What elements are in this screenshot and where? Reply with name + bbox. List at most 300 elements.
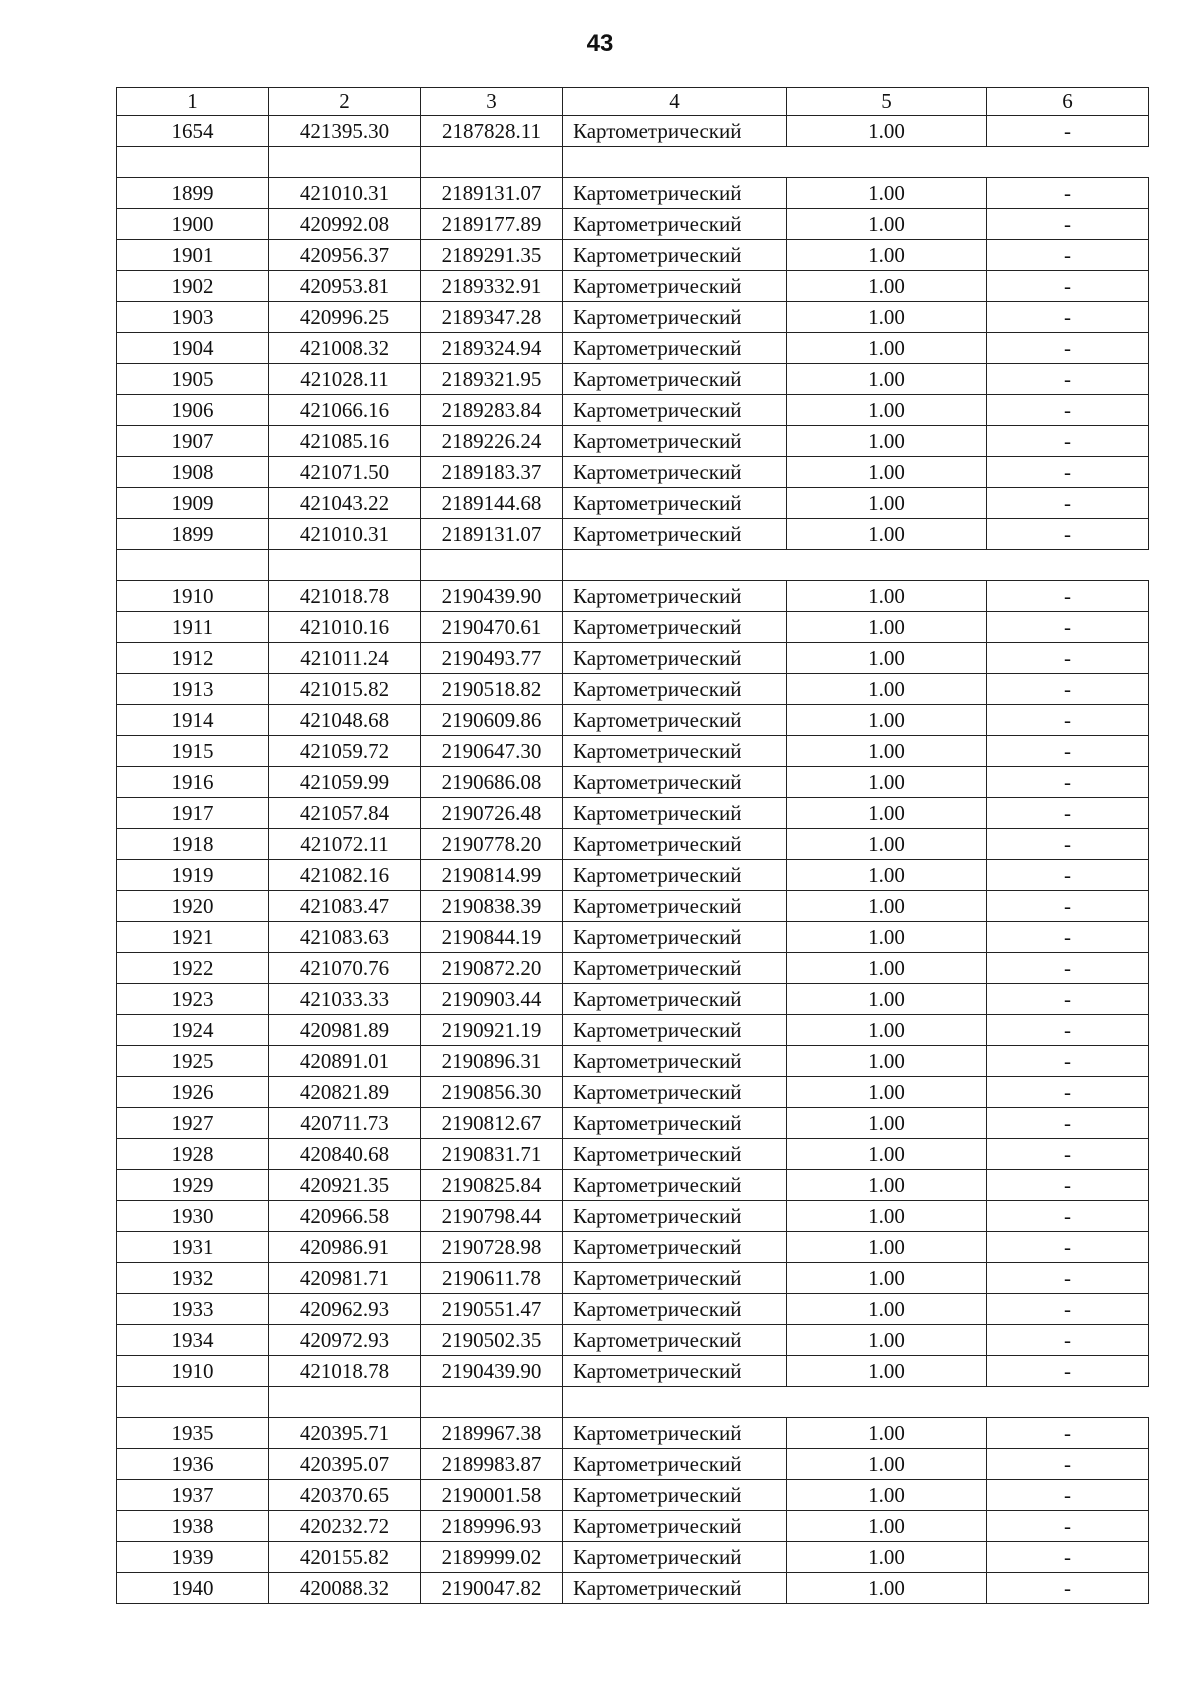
point-number-cell: 1938 bbox=[117, 1511, 269, 1542]
point-number-cell: 1911 bbox=[117, 612, 269, 643]
note-cell: - bbox=[987, 1201, 1149, 1232]
method-cell: Картометрический bbox=[563, 1325, 787, 1356]
y-coordinate-cell: 2187828.11 bbox=[421, 116, 563, 147]
point-number-cell: 1920 bbox=[117, 891, 269, 922]
accuracy-cell: 1.00 bbox=[787, 860, 987, 891]
note-cell: - bbox=[987, 426, 1149, 457]
x-coordinate-cell: 420962.93 bbox=[269, 1294, 421, 1325]
table-row bbox=[117, 1201, 1149, 1232]
point-number-cell: 1919 bbox=[117, 860, 269, 891]
point-number-cell: 1925 bbox=[117, 1046, 269, 1077]
y-coordinate-cell: 2190686.08 bbox=[421, 767, 563, 798]
y-coordinate-cell: 2190921.19 bbox=[421, 1015, 563, 1046]
note-cell: - bbox=[987, 209, 1149, 240]
x-coordinate-cell: 421011.24 bbox=[269, 643, 421, 674]
point-number-cell: 1910 bbox=[117, 581, 269, 612]
point-number-cell: 1905 bbox=[117, 364, 269, 395]
note-cell: - bbox=[987, 1418, 1149, 1449]
x-coordinate-cell: 421018.78 bbox=[269, 581, 421, 612]
accuracy-cell: 1.00 bbox=[787, 674, 987, 705]
x-coordinate-cell: 421015.82 bbox=[269, 674, 421, 705]
y-coordinate-cell: 2189999.02 bbox=[421, 1542, 563, 1573]
accuracy-cell: 1.00 bbox=[787, 1511, 987, 1542]
x-coordinate-cell: 420891.01 bbox=[269, 1046, 421, 1077]
note-cell: - bbox=[987, 178, 1149, 209]
method-cell: Картометрический bbox=[563, 643, 787, 674]
x-coordinate-cell: 421072.11 bbox=[269, 829, 421, 860]
method-cell: Картометрический bbox=[563, 1046, 787, 1077]
y-coordinate-cell: 2190814.99 bbox=[421, 860, 563, 891]
table-row bbox=[117, 1542, 1149, 1573]
point-number-cell: 1940 bbox=[117, 1573, 269, 1604]
accuracy-cell: 1.00 bbox=[787, 1015, 987, 1046]
note-cell: - bbox=[987, 1511, 1149, 1542]
y-coordinate-cell: 2190778.20 bbox=[421, 829, 563, 860]
separator-cell bbox=[117, 147, 269, 178]
accuracy-cell: 1.00 bbox=[787, 333, 987, 364]
y-coordinate-cell: 2190609.86 bbox=[421, 705, 563, 736]
method-cell: Картометрический bbox=[563, 209, 787, 240]
y-coordinate-cell: 2190470.61 bbox=[421, 612, 563, 643]
note-cell: - bbox=[987, 519, 1149, 550]
y-coordinate-cell: 2189332.91 bbox=[421, 271, 563, 302]
point-number-cell: 1930 bbox=[117, 1201, 269, 1232]
table-row bbox=[117, 1511, 1149, 1542]
note-cell: - bbox=[987, 612, 1149, 643]
accuracy-cell: 1.00 bbox=[787, 1418, 987, 1449]
point-number-cell: 1902 bbox=[117, 271, 269, 302]
table-row bbox=[117, 860, 1149, 891]
method-cell: Картометрический bbox=[563, 736, 787, 767]
x-coordinate-cell: 420395.71 bbox=[269, 1418, 421, 1449]
y-coordinate-cell: 2190812.67 bbox=[421, 1108, 563, 1139]
header-cell: 5 bbox=[787, 88, 987, 116]
method-cell: Картометрический bbox=[563, 1356, 787, 1387]
table-row bbox=[117, 1170, 1149, 1201]
y-coordinate-cell: 2190001.58 bbox=[421, 1480, 563, 1511]
accuracy-cell: 1.00 bbox=[787, 1108, 987, 1139]
x-coordinate-cell: 420711.73 bbox=[269, 1108, 421, 1139]
note-cell: - bbox=[987, 1480, 1149, 1511]
method-cell: Картометрический bbox=[563, 1511, 787, 1542]
x-coordinate-cell: 420088.32 bbox=[269, 1573, 421, 1604]
point-number-cell: 1927 bbox=[117, 1108, 269, 1139]
table-row bbox=[117, 612, 1149, 643]
page-number: 43 bbox=[586, 30, 614, 57]
point-number-cell: 1654 bbox=[117, 116, 269, 147]
method-cell: Картометрический bbox=[563, 1573, 787, 1604]
accuracy-cell: 1.00 bbox=[787, 829, 987, 860]
method-cell: Картометрический bbox=[563, 891, 787, 922]
point-number-cell: 1936 bbox=[117, 1449, 269, 1480]
method-cell: Картометрический bbox=[563, 860, 787, 891]
point-number-cell: 1899 bbox=[117, 178, 269, 209]
point-number-cell: 1934 bbox=[117, 1325, 269, 1356]
table-row bbox=[117, 1263, 1149, 1294]
accuracy-cell: 1.00 bbox=[787, 1201, 987, 1232]
x-coordinate-cell: 420232.72 bbox=[269, 1511, 421, 1542]
coordinates-table bbox=[116, 87, 1149, 1604]
x-coordinate-cell: 420821.89 bbox=[269, 1077, 421, 1108]
x-coordinate-cell: 421057.84 bbox=[269, 798, 421, 829]
accuracy-cell: 1.00 bbox=[787, 953, 987, 984]
table-row bbox=[117, 1046, 1149, 1077]
point-number-cell: 1916 bbox=[117, 767, 269, 798]
x-coordinate-cell: 421083.47 bbox=[269, 891, 421, 922]
separator-cell bbox=[269, 1387, 421, 1418]
y-coordinate-cell: 2190896.31 bbox=[421, 1046, 563, 1077]
method-cell: Картометрический bbox=[563, 457, 787, 488]
x-coordinate-cell: 420981.71 bbox=[269, 1263, 421, 1294]
accuracy-cell: 1.00 bbox=[787, 1480, 987, 1511]
table-row bbox=[117, 1480, 1149, 1511]
table-row bbox=[117, 674, 1149, 705]
point-number-cell: 1922 bbox=[117, 953, 269, 984]
y-coordinate-cell: 2189283.84 bbox=[421, 395, 563, 426]
section-separator-row bbox=[117, 1387, 1149, 1418]
method-cell: Картометрический bbox=[563, 240, 787, 271]
y-coordinate-cell: 2189967.38 bbox=[421, 1418, 563, 1449]
point-number-cell: 1926 bbox=[117, 1077, 269, 1108]
y-coordinate-cell: 2190838.39 bbox=[421, 891, 563, 922]
point-number-cell: 1933 bbox=[117, 1294, 269, 1325]
y-coordinate-cell: 2190831.71 bbox=[421, 1139, 563, 1170]
table-row bbox=[117, 705, 1149, 736]
y-coordinate-cell: 2190726.48 bbox=[421, 798, 563, 829]
point-number-cell: 1900 bbox=[117, 209, 269, 240]
point-number-cell: 1904 bbox=[117, 333, 269, 364]
y-coordinate-cell: 2189983.87 bbox=[421, 1449, 563, 1480]
y-coordinate-cell: 2189183.37 bbox=[421, 457, 563, 488]
accuracy-cell: 1.00 bbox=[787, 302, 987, 333]
table-row bbox=[117, 364, 1149, 395]
table-row bbox=[117, 1325, 1149, 1356]
point-number-cell: 1921 bbox=[117, 922, 269, 953]
point-number-cell: 1903 bbox=[117, 302, 269, 333]
note-cell: - bbox=[987, 643, 1149, 674]
y-coordinate-cell: 2190844.19 bbox=[421, 922, 563, 953]
note-cell: - bbox=[987, 1573, 1149, 1604]
note-cell: - bbox=[987, 798, 1149, 829]
x-coordinate-cell: 421070.76 bbox=[269, 953, 421, 984]
x-coordinate-cell: 420992.08 bbox=[269, 209, 421, 240]
method-cell: Картометрический bbox=[563, 395, 787, 426]
section-separator-row bbox=[117, 147, 1149, 178]
accuracy-cell: 1.00 bbox=[787, 240, 987, 271]
accuracy-cell: 1.00 bbox=[787, 116, 987, 147]
note-cell: - bbox=[987, 1263, 1149, 1294]
method-cell: Картометрический bbox=[563, 674, 787, 705]
method-cell: Картометрический bbox=[563, 922, 787, 953]
table-row bbox=[117, 1077, 1149, 1108]
table-row bbox=[117, 426, 1149, 457]
accuracy-cell: 1.00 bbox=[787, 1573, 987, 1604]
y-coordinate-cell: 2190551.47 bbox=[421, 1294, 563, 1325]
table-row bbox=[117, 1294, 1149, 1325]
table-row bbox=[117, 116, 1149, 147]
table-row bbox=[117, 798, 1149, 829]
method-cell: Картометрический bbox=[563, 271, 787, 302]
note-cell: - bbox=[987, 829, 1149, 860]
accuracy-cell: 1.00 bbox=[787, 1077, 987, 1108]
point-number-cell: 1918 bbox=[117, 829, 269, 860]
note-cell: - bbox=[987, 860, 1149, 891]
separator-cell bbox=[269, 550, 421, 581]
separator-cell bbox=[421, 147, 563, 178]
header-cell: 6 bbox=[987, 88, 1149, 116]
x-coordinate-cell: 421043.22 bbox=[269, 488, 421, 519]
point-number-cell: 1928 bbox=[117, 1139, 269, 1170]
x-coordinate-cell: 421033.33 bbox=[269, 984, 421, 1015]
table-row bbox=[117, 302, 1149, 333]
y-coordinate-cell: 2189347.28 bbox=[421, 302, 563, 333]
table-row bbox=[117, 1418, 1149, 1449]
note-cell: - bbox=[987, 736, 1149, 767]
method-cell: Картометрический bbox=[563, 488, 787, 519]
x-coordinate-cell: 421071.50 bbox=[269, 457, 421, 488]
point-number-cell: 1909 bbox=[117, 488, 269, 519]
y-coordinate-cell: 2190728.98 bbox=[421, 1232, 563, 1263]
table-row bbox=[117, 767, 1149, 798]
accuracy-cell: 1.00 bbox=[787, 178, 987, 209]
note-cell: - bbox=[987, 1232, 1149, 1263]
y-coordinate-cell: 2189291.35 bbox=[421, 240, 563, 271]
x-coordinate-cell: 420986.91 bbox=[269, 1232, 421, 1263]
table-row bbox=[117, 984, 1149, 1015]
table-row bbox=[117, 1232, 1149, 1263]
separator-cell bbox=[563, 550, 1149, 581]
point-number-cell: 1917 bbox=[117, 798, 269, 829]
method-cell: Картометрический bbox=[563, 519, 787, 550]
x-coordinate-cell: 420395.07 bbox=[269, 1449, 421, 1480]
note-cell: - bbox=[987, 1325, 1149, 1356]
table-row bbox=[117, 1108, 1149, 1139]
accuracy-cell: 1.00 bbox=[787, 984, 987, 1015]
accuracy-cell: 1.00 bbox=[787, 395, 987, 426]
method-cell: Картометрический bbox=[563, 1542, 787, 1573]
method-cell: Картометрический bbox=[563, 116, 787, 147]
table-row bbox=[117, 1449, 1149, 1480]
table-row bbox=[117, 457, 1149, 488]
table-row bbox=[117, 1573, 1149, 1604]
separator-cell bbox=[421, 550, 563, 581]
x-coordinate-cell: 421085.16 bbox=[269, 426, 421, 457]
table-row bbox=[117, 953, 1149, 984]
accuracy-cell: 1.00 bbox=[787, 891, 987, 922]
x-coordinate-cell: 421083.63 bbox=[269, 922, 421, 953]
method-cell: Картометрический bbox=[563, 829, 787, 860]
method-cell: Картометрический bbox=[563, 953, 787, 984]
accuracy-cell: 1.00 bbox=[787, 1294, 987, 1325]
y-coordinate-cell: 2190502.35 bbox=[421, 1325, 563, 1356]
point-number-cell: 1914 bbox=[117, 705, 269, 736]
x-coordinate-cell: 421010.31 bbox=[269, 519, 421, 550]
note-cell: - bbox=[987, 1108, 1149, 1139]
note-cell: - bbox=[987, 705, 1149, 736]
point-number-cell: 1932 bbox=[117, 1263, 269, 1294]
y-coordinate-cell: 2190047.82 bbox=[421, 1573, 563, 1604]
method-cell: Картометрический bbox=[563, 767, 787, 798]
method-cell: Картометрический bbox=[563, 1170, 787, 1201]
y-coordinate-cell: 2189996.93 bbox=[421, 1511, 563, 1542]
point-number-cell: 1923 bbox=[117, 984, 269, 1015]
separator-cell bbox=[421, 1387, 563, 1418]
x-coordinate-cell: 421059.99 bbox=[269, 767, 421, 798]
accuracy-cell: 1.00 bbox=[787, 581, 987, 612]
method-cell: Картометрический bbox=[563, 1077, 787, 1108]
accuracy-cell: 1.00 bbox=[787, 1170, 987, 1201]
point-number-cell: 1910 bbox=[117, 1356, 269, 1387]
table-row bbox=[117, 736, 1149, 767]
point-number-cell: 1937 bbox=[117, 1480, 269, 1511]
table-row bbox=[117, 581, 1149, 612]
x-coordinate-cell: 421059.72 bbox=[269, 736, 421, 767]
x-coordinate-cell: 421395.30 bbox=[269, 116, 421, 147]
y-coordinate-cell: 2189321.95 bbox=[421, 364, 563, 395]
note-cell: - bbox=[987, 364, 1149, 395]
table-row bbox=[117, 333, 1149, 364]
x-coordinate-cell: 420956.37 bbox=[269, 240, 421, 271]
method-cell: Картометрический bbox=[563, 1418, 787, 1449]
y-coordinate-cell: 2190903.44 bbox=[421, 984, 563, 1015]
separator-cell bbox=[269, 147, 421, 178]
x-coordinate-cell: 420972.93 bbox=[269, 1325, 421, 1356]
method-cell: Картометрический bbox=[563, 1201, 787, 1232]
y-coordinate-cell: 2189144.68 bbox=[421, 488, 563, 519]
method-cell: Картометрический bbox=[563, 1480, 787, 1511]
y-coordinate-cell: 2190872.20 bbox=[421, 953, 563, 984]
accuracy-cell: 1.00 bbox=[787, 271, 987, 302]
method-cell: Картометрический bbox=[563, 1108, 787, 1139]
x-coordinate-cell: 420996.25 bbox=[269, 302, 421, 333]
x-coordinate-cell: 421066.16 bbox=[269, 395, 421, 426]
point-number-cell: 1935 bbox=[117, 1418, 269, 1449]
y-coordinate-cell: 2190439.90 bbox=[421, 1356, 563, 1387]
point-number-cell: 1939 bbox=[117, 1542, 269, 1573]
note-cell: - bbox=[987, 767, 1149, 798]
accuracy-cell: 1.00 bbox=[787, 1325, 987, 1356]
note-cell: - bbox=[987, 1356, 1149, 1387]
y-coordinate-cell: 2189226.24 bbox=[421, 426, 563, 457]
accuracy-cell: 1.00 bbox=[787, 922, 987, 953]
separator-cell bbox=[563, 1387, 1149, 1418]
note-cell: - bbox=[987, 302, 1149, 333]
y-coordinate-cell: 2189131.07 bbox=[421, 519, 563, 550]
table-row bbox=[117, 1139, 1149, 1170]
method-cell: Картометрический bbox=[563, 333, 787, 364]
accuracy-cell: 1.00 bbox=[787, 457, 987, 488]
note-cell: - bbox=[987, 488, 1149, 519]
accuracy-cell: 1.00 bbox=[787, 767, 987, 798]
accuracy-cell: 1.00 bbox=[787, 1046, 987, 1077]
method-cell: Картометрический bbox=[563, 581, 787, 612]
method-cell: Картометрический bbox=[563, 364, 787, 395]
y-coordinate-cell: 2189324.94 bbox=[421, 333, 563, 364]
method-cell: Картометрический bbox=[563, 426, 787, 457]
method-cell: Картометрический bbox=[563, 1263, 787, 1294]
x-coordinate-cell: 420370.65 bbox=[269, 1480, 421, 1511]
note-cell: - bbox=[987, 1077, 1149, 1108]
table-row bbox=[117, 1356, 1149, 1387]
accuracy-cell: 1.00 bbox=[787, 209, 987, 240]
note-cell: - bbox=[987, 984, 1149, 1015]
x-coordinate-cell: 420981.89 bbox=[269, 1015, 421, 1046]
note-cell: - bbox=[987, 1139, 1149, 1170]
accuracy-cell: 1.00 bbox=[787, 612, 987, 643]
header-cell: 2 bbox=[269, 88, 421, 116]
y-coordinate-cell: 2190647.30 bbox=[421, 736, 563, 767]
method-cell: Картометрический bbox=[563, 798, 787, 829]
table-row bbox=[117, 891, 1149, 922]
note-cell: - bbox=[987, 271, 1149, 302]
y-coordinate-cell: 2190798.44 bbox=[421, 1201, 563, 1232]
y-coordinate-cell: 2190856.30 bbox=[421, 1077, 563, 1108]
method-cell: Картометрический bbox=[563, 1449, 787, 1480]
y-coordinate-cell: 2190493.77 bbox=[421, 643, 563, 674]
x-coordinate-cell: 421048.68 bbox=[269, 705, 421, 736]
x-coordinate-cell: 420155.82 bbox=[269, 1542, 421, 1573]
separator-cell bbox=[117, 1387, 269, 1418]
table-row bbox=[117, 488, 1149, 519]
x-coordinate-cell: 421028.11 bbox=[269, 364, 421, 395]
note-cell: - bbox=[987, 581, 1149, 612]
accuracy-cell: 1.00 bbox=[787, 736, 987, 767]
x-coordinate-cell: 420921.35 bbox=[269, 1170, 421, 1201]
table-row bbox=[117, 178, 1149, 209]
table-header-row bbox=[117, 88, 1149, 116]
table-row bbox=[117, 395, 1149, 426]
x-coordinate-cell: 421008.32 bbox=[269, 333, 421, 364]
accuracy-cell: 1.00 bbox=[787, 643, 987, 674]
point-number-cell: 1931 bbox=[117, 1232, 269, 1263]
note-cell: - bbox=[987, 1046, 1149, 1077]
note-cell: - bbox=[987, 922, 1149, 953]
accuracy-cell: 1.00 bbox=[787, 1356, 987, 1387]
x-coordinate-cell: 420840.68 bbox=[269, 1139, 421, 1170]
note-cell: - bbox=[987, 1542, 1149, 1573]
table-row bbox=[117, 271, 1149, 302]
accuracy-cell: 1.00 bbox=[787, 1139, 987, 1170]
note-cell: - bbox=[987, 333, 1149, 364]
method-cell: Картометрический bbox=[563, 612, 787, 643]
accuracy-cell: 1.00 bbox=[787, 798, 987, 829]
accuracy-cell: 1.00 bbox=[787, 1542, 987, 1573]
accuracy-cell: 1.00 bbox=[787, 519, 987, 550]
note-cell: - bbox=[987, 395, 1149, 426]
point-number-cell: 1907 bbox=[117, 426, 269, 457]
separator-cell bbox=[117, 550, 269, 581]
y-coordinate-cell: 2190611.78 bbox=[421, 1263, 563, 1294]
section-separator-row bbox=[117, 550, 1149, 581]
accuracy-cell: 1.00 bbox=[787, 1263, 987, 1294]
point-number-cell: 1913 bbox=[117, 674, 269, 705]
accuracy-cell: 1.00 bbox=[787, 705, 987, 736]
note-cell: - bbox=[987, 1449, 1149, 1480]
y-coordinate-cell: 2189177.89 bbox=[421, 209, 563, 240]
coordinates-table-body bbox=[117, 88, 1149, 1604]
note-cell: - bbox=[987, 1170, 1149, 1201]
table-row bbox=[117, 643, 1149, 674]
method-cell: Картометрический bbox=[563, 178, 787, 209]
note-cell: - bbox=[987, 953, 1149, 984]
accuracy-cell: 1.00 bbox=[787, 364, 987, 395]
point-number-cell: 1906 bbox=[117, 395, 269, 426]
point-number-cell: 1915 bbox=[117, 736, 269, 767]
method-cell: Картометрический bbox=[563, 1232, 787, 1263]
x-coordinate-cell: 421010.16 bbox=[269, 612, 421, 643]
method-cell: Картометрический bbox=[563, 705, 787, 736]
method-cell: Картометрический bbox=[563, 302, 787, 333]
